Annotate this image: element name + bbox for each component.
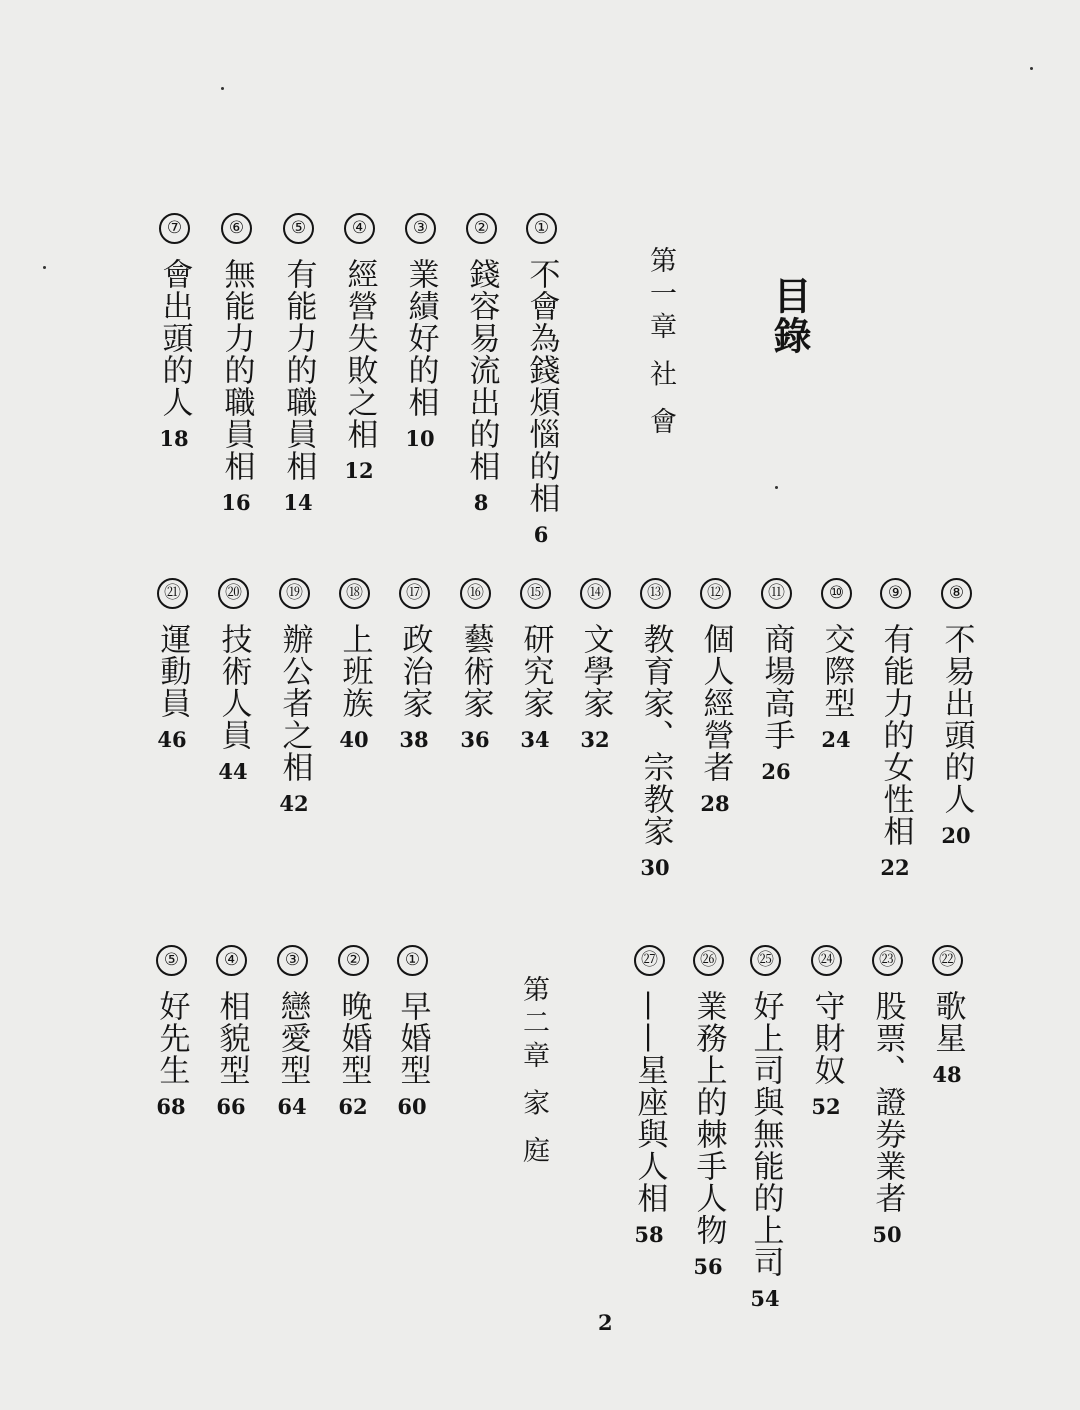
entry-page: 20 bbox=[941, 823, 971, 848]
entry-number: ⑭ bbox=[580, 578, 611, 609]
entry-title: 個人經營者 bbox=[697, 623, 734, 783]
entry-page: 68 bbox=[156, 1094, 186, 1119]
entry-title: 業績好的相 bbox=[402, 258, 439, 418]
entry-page: 44 bbox=[218, 759, 248, 784]
entry-title: 政治家 bbox=[396, 623, 433, 719]
print-speck bbox=[1030, 67, 1033, 70]
entry-number: ㉑ bbox=[157, 578, 188, 609]
entry-title: 研究家 bbox=[517, 623, 554, 719]
entry-page: 42 bbox=[279, 791, 309, 816]
entry-number: ⑳ bbox=[218, 578, 249, 609]
entry-title: 教育家、宗教家 bbox=[637, 623, 674, 847]
entry-page: 64 bbox=[277, 1094, 307, 1119]
entry-number: ㉔ bbox=[811, 945, 842, 976]
entry-page: 58 bbox=[634, 1222, 664, 1247]
toc-entry bbox=[630, 578, 680, 878]
entry-page: 32 bbox=[580, 727, 610, 752]
toc-entry bbox=[570, 578, 620, 750]
entry-page: 16 bbox=[221, 490, 251, 515]
entry-title: 好先生 bbox=[153, 990, 190, 1086]
entry-page: 6 bbox=[533, 522, 549, 547]
entry-number: ⑪ bbox=[761, 578, 792, 609]
entry-number: ⑲ bbox=[279, 578, 310, 609]
entry-title: 守財奴 bbox=[808, 990, 845, 1086]
entry-page: 18 bbox=[159, 426, 189, 451]
entry-number: ⑥ bbox=[221, 213, 252, 244]
toc-entry bbox=[811, 578, 861, 750]
toc-entry bbox=[931, 578, 981, 846]
entry-number: ① bbox=[526, 213, 557, 244]
toc-entry bbox=[387, 945, 437, 1117]
print-speck bbox=[43, 266, 46, 269]
entry-number: ⑮ bbox=[520, 578, 551, 609]
toc-entry bbox=[267, 945, 317, 1117]
entry-title: 相貌型 bbox=[213, 990, 250, 1086]
entry-page: 48 bbox=[932, 1062, 962, 1087]
entry-title: 技術人員 bbox=[215, 623, 252, 751]
chapter-2-heading: 第二章 家 庭 bbox=[518, 975, 549, 1170]
entry-number: ㉗ bbox=[634, 945, 665, 976]
toc-entry bbox=[208, 578, 258, 782]
entry-title: 辦公者之相 bbox=[276, 623, 313, 783]
entry-number: ㉕ bbox=[750, 945, 781, 976]
toc-entry bbox=[690, 578, 740, 814]
entry-title: 有能力的職員相 bbox=[280, 258, 317, 482]
toc-entry bbox=[922, 945, 972, 1085]
entry-page: 56 bbox=[693, 1254, 723, 1279]
entry-page: 62 bbox=[338, 1094, 368, 1119]
toc-entry bbox=[147, 578, 197, 750]
entry-page: 30 bbox=[640, 855, 670, 880]
entry-page: 8 bbox=[473, 490, 489, 515]
entry-title: 交際型 bbox=[818, 623, 855, 719]
chapter-1-heading: 第一章 社 會 bbox=[645, 246, 676, 441]
entry-page: 60 bbox=[397, 1094, 427, 1119]
entry-page: 52 bbox=[811, 1094, 841, 1119]
toc-entry bbox=[389, 578, 439, 750]
toc-entry bbox=[211, 213, 261, 513]
toc-entry bbox=[510, 578, 560, 750]
toc-entry bbox=[149, 213, 199, 449]
toc-entry bbox=[395, 213, 445, 449]
entry-title: 上班族 bbox=[336, 623, 373, 719]
toc-entry bbox=[870, 578, 920, 878]
toc-entry bbox=[683, 945, 733, 1277]
entry-number: ⑫ bbox=[700, 578, 731, 609]
entry-number: ② bbox=[466, 213, 497, 244]
toc-entry bbox=[456, 213, 506, 513]
toc-entry bbox=[334, 213, 384, 481]
entry-page: 14 bbox=[283, 490, 313, 515]
entry-page: 50 bbox=[872, 1222, 902, 1247]
toc-entry bbox=[450, 578, 500, 750]
entry-title: ——星座與人相 bbox=[631, 990, 668, 1214]
entry-title: 會出頭的人 bbox=[156, 258, 193, 418]
toc-entry bbox=[862, 945, 912, 1245]
toc-entry bbox=[206, 945, 256, 1117]
toc-entry bbox=[740, 945, 790, 1309]
toc-entry bbox=[624, 945, 674, 1245]
entry-number: ④ bbox=[344, 213, 375, 244]
toc-entry bbox=[329, 578, 379, 750]
entry-title: 商場高手 bbox=[758, 623, 795, 751]
entry-page: 66 bbox=[216, 1094, 246, 1119]
toc-entry bbox=[273, 213, 323, 513]
entry-title: 業務上的棘手人物 bbox=[690, 990, 727, 1246]
entry-title: 藝術家 bbox=[457, 623, 494, 719]
entry-number: ③ bbox=[405, 213, 436, 244]
entry-number: ③ bbox=[277, 945, 308, 976]
entry-title: 有能力的女性相 bbox=[877, 623, 914, 847]
toc-entry bbox=[751, 578, 801, 782]
entry-title: 股票、證券業者 bbox=[869, 990, 906, 1214]
toc-entry bbox=[801, 945, 851, 1117]
entry-title: 無能力的職員相 bbox=[218, 258, 255, 482]
entry-title: 好上司與無能的上司 bbox=[747, 990, 784, 1278]
entry-page: 12 bbox=[344, 458, 374, 483]
entry-title: 戀愛型 bbox=[274, 990, 311, 1086]
entry-page: 46 bbox=[157, 727, 187, 752]
entry-number: ⑦ bbox=[159, 213, 190, 244]
entry-number: ④ bbox=[216, 945, 247, 976]
entry-number: ⑱ bbox=[339, 578, 370, 609]
print-speck bbox=[221, 87, 224, 90]
toc-entry bbox=[516, 213, 566, 545]
entry-number: ⑬ bbox=[640, 578, 671, 609]
entry-number: ① bbox=[397, 945, 428, 976]
entry-page: 40 bbox=[339, 727, 369, 752]
entry-number: ⑤ bbox=[156, 945, 187, 976]
entry-title: 不易出頭的人 bbox=[938, 623, 975, 815]
toc-entry bbox=[269, 578, 319, 814]
entry-page: 10 bbox=[405, 426, 435, 451]
entry-number: ⑯ bbox=[460, 578, 491, 609]
page-number: 2 bbox=[598, 1310, 613, 1335]
entry-number: ㉖ bbox=[693, 945, 724, 976]
toc-heading: 目錄 bbox=[767, 276, 811, 356]
entry-title: 晚婚型 bbox=[335, 990, 372, 1086]
entry-page: 34 bbox=[520, 727, 550, 752]
toc-entry bbox=[146, 945, 196, 1117]
toc-entry bbox=[328, 945, 378, 1117]
entry-title: 錢容易流出的相 bbox=[463, 258, 500, 482]
entry-number: ⑰ bbox=[399, 578, 430, 609]
entry-number: ② bbox=[338, 945, 369, 976]
entry-number: ⑧ bbox=[941, 578, 972, 609]
entry-page: 24 bbox=[821, 727, 851, 752]
entry-number: ⑩ bbox=[821, 578, 852, 609]
print-speck bbox=[775, 486, 778, 489]
entry-number: ㉓ bbox=[872, 945, 903, 976]
entry-title: 運動員 bbox=[154, 623, 191, 719]
entry-number: ㉒ bbox=[932, 945, 963, 976]
entry-page: 36 bbox=[460, 727, 490, 752]
entry-number: ⑤ bbox=[283, 213, 314, 244]
entry-page: 28 bbox=[700, 791, 730, 816]
entry-page: 54 bbox=[750, 1286, 780, 1311]
entry-title: 不會為錢煩惱的相 bbox=[523, 258, 560, 514]
entry-title: 文學家 bbox=[577, 623, 614, 719]
entry-page: 22 bbox=[880, 855, 910, 880]
entry-page: 38 bbox=[399, 727, 429, 752]
entry-title: 早婚型 bbox=[394, 990, 431, 1086]
entry-page: 26 bbox=[761, 759, 791, 784]
entry-number: ⑨ bbox=[880, 578, 911, 609]
entry-title: 經營失敗之相 bbox=[341, 258, 378, 450]
entry-title: 歌星 bbox=[929, 990, 966, 1054]
